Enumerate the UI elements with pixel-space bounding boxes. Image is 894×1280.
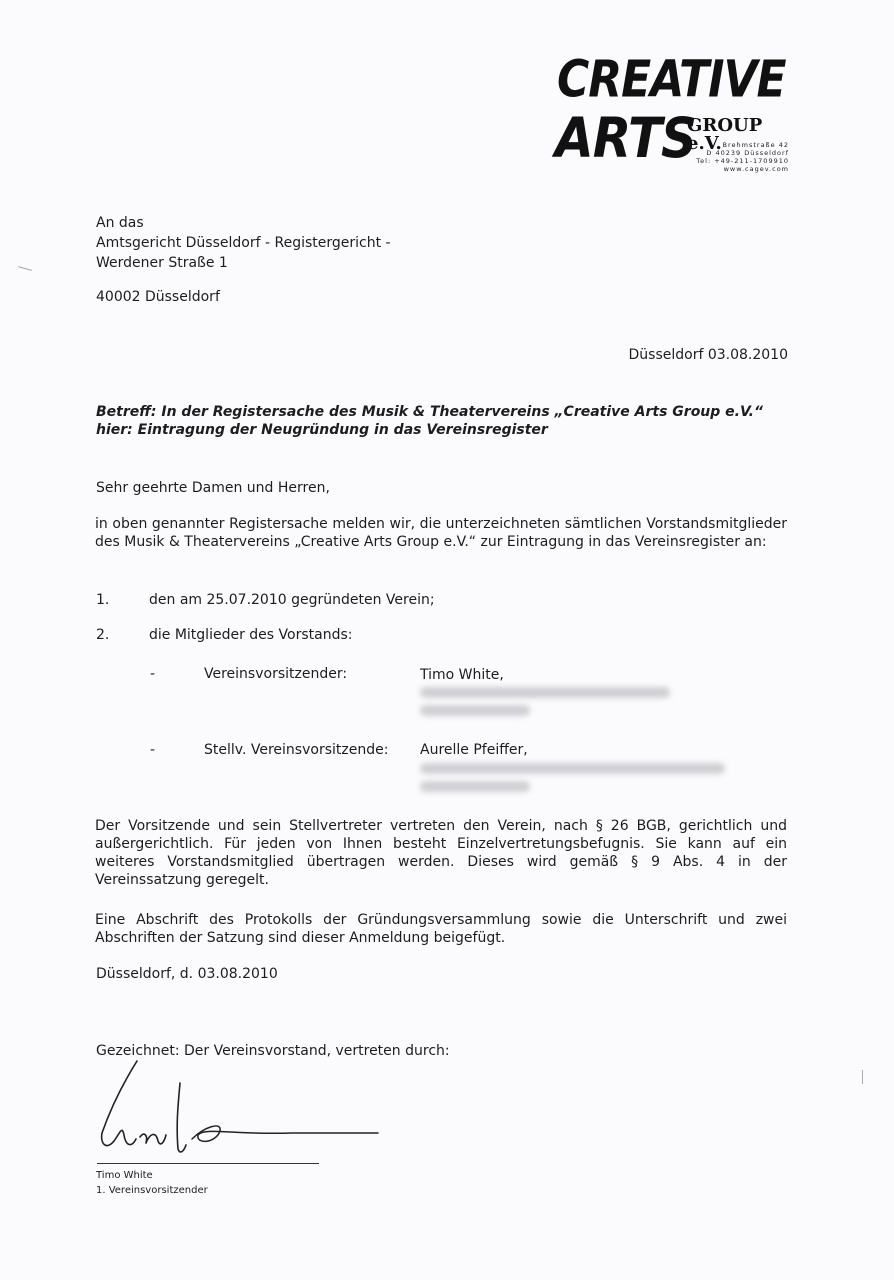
signed-by-line: Gezeichnet: Der Vereinsvorstand, vertreten durch: [96, 1043, 450, 1059]
board-role: Stellv. Vereinsvorsitzende: [204, 742, 389, 758]
item-text: die Mitglieder des Vorstands: [149, 627, 353, 643]
subject-line: hier: Eintragung der Neugründung in das Vereinsregister [96, 422, 548, 438]
recipient-line: Amtsgericht Düsseldorf - Registergericht - [96, 235, 391, 251]
logo-word-creative: CREATIVE [557, 50, 786, 110]
board-role: Vereinsvorsitzender: [204, 666, 348, 682]
item-number: 2. [96, 627, 110, 643]
redacted-address [420, 763, 725, 774]
creative-arts-logo [555, 50, 795, 175]
logo-address [673, 141, 789, 173]
place-date: Düsseldorf, d. 03.08.2010 [96, 966, 278, 982]
logo-group: GROUP e.V. [687, 115, 763, 154]
item-text: den am 25.07.2010 gegründeten Verein; [149, 592, 435, 608]
subject-line: Betreff: In der Registersache des Musik & Theatervereins „Creative Arts Group e.V.“ [96, 404, 763, 420]
board-name: Timo White, [420, 667, 504, 683]
recipient-line: 40002 Düsseldorf [96, 289, 220, 305]
signatory-name: Timo White [96, 1170, 153, 1181]
scan-mark [18, 266, 32, 271]
date-line: Düsseldorf 03.08.2010 [628, 347, 788, 363]
board-name: Aurelle Pfeiffer, [420, 742, 528, 758]
logo-address-line: www.cagev.com [723, 165, 789, 173]
handwritten-signature [92, 1055, 392, 1165]
scan-mark [862, 1070, 863, 1084]
redacted-birthdate [420, 781, 530, 792]
logo-address-line: Tel: +49-211-1709910 [696, 157, 789, 165]
intro-paragraph: in oben genannter Registersache melden wir, die unterzeichneten sämtlichen Vorstandsmitglieder des Musik & Theatervereins „Creative Arts Group e.V.“ zur Eintragung in das Vereinsregister an: [95, 516, 787, 550]
recipient-line: An das [96, 215, 144, 231]
redacted-birthdate [420, 705, 530, 716]
representation-paragraph: Der Vorsitzende und sein Stellvertreter vertreten den Verein, nach § 26 BGB, gerichtlich und außergerichtlich. Für jeden von Ihnen besteht Einzelvertretungsbefugnis. Sie kann auf ein weiteres Vorstandsmitglied übertragen werden. Dieses wird gemäß § 9 Abs. 4 in der Vereinssatzung geregelt. [95, 818, 787, 888]
board-dash: - [150, 666, 156, 682]
logo-address-line: Brehmstraße 42 [722, 141, 789, 149]
signatory-title: 1. Vereinsvorsitzender [96, 1185, 208, 1196]
logo-word-arts: ARTS [555, 106, 697, 171]
salutation: Sehr geehrte Damen und Herren, [96, 480, 330, 496]
item-number: 1. [96, 592, 110, 608]
enclosure-paragraph: Eine Abschrift des Protokolls der Gründungsversammlung sowie die Unterschrift und zwei Abschriften der Satzung sind dieser Anmeldung beigefügt. [95, 912, 787, 946]
signature-line [97, 1163, 319, 1164]
board-dash: - [150, 742, 156, 758]
recipient-line: Werdener Straße 1 [96, 255, 228, 271]
logo-address-line: D 40239 Düsseldorf [706, 149, 789, 157]
redacted-address [420, 687, 670, 698]
